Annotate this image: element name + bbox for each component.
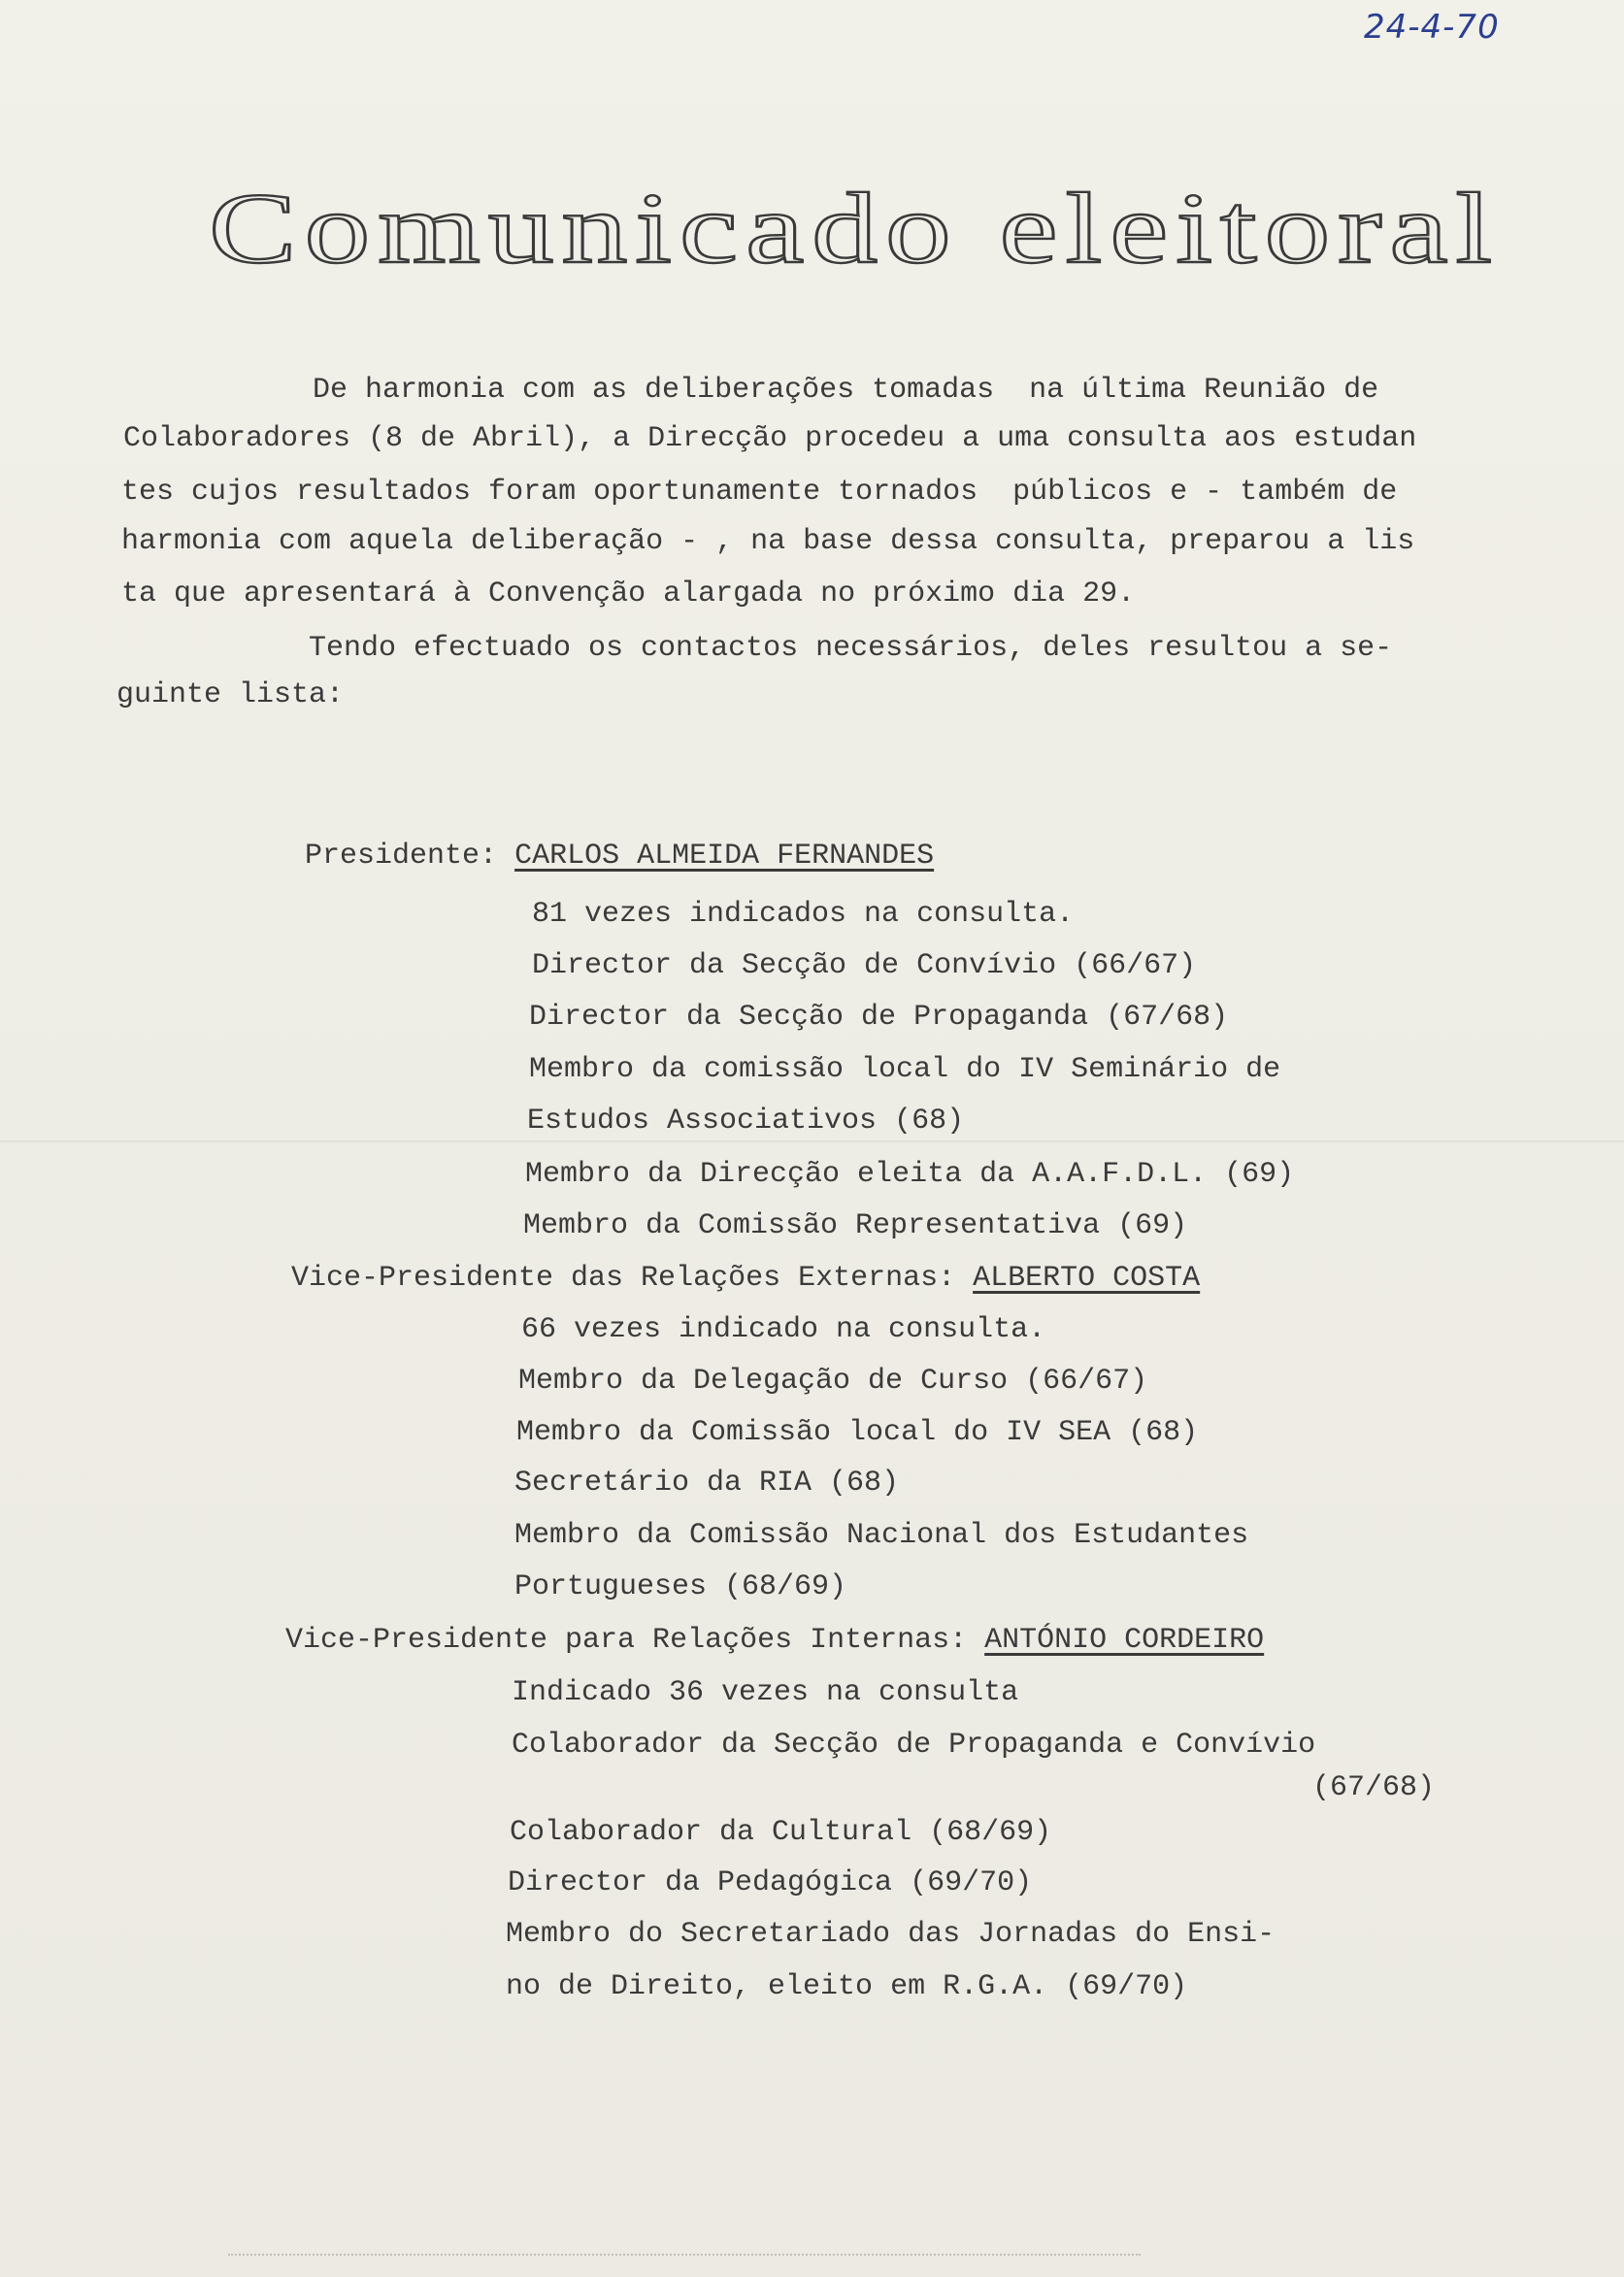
candidate-detail: Secretário da RIA (68): [514, 1467, 900, 1500]
paragraph-line: ta que apresentará à Convenção alargada no próximo dia 29.: [121, 578, 1136, 610]
candidate-detail: Indicado 36 vezes na consulta: [512, 1676, 1019, 1709]
candidate-detail: Colaborador da Secção de Propaganda e Convívio: [512, 1729, 1316, 1762]
paragraph-line: De harmonia com as deliberações tomadas na última Reunião de: [313, 374, 1379, 407]
candidate-name: CARLOS ALMEIDA FERNANDES: [514, 840, 935, 873]
candidate-detail: Estudos Associativos (68): [527, 1105, 965, 1138]
handwritten-date: 24-4-70: [1364, 8, 1500, 47]
candidate-role: Vice-Presidente para Relações Internas: ANTÓNIO CORDEIRO: [285, 1624, 1265, 1657]
paragraph-line: guinte lista:: [116, 678, 345, 711]
title-text: Comunicado eleitoral: [209, 173, 1500, 284]
faded-bottom-text: [228, 2254, 1141, 2260]
candidate-detail: Portugueses (68/69): [514, 1570, 847, 1603]
candidate-detail: Membro da Direcção eleita da A.A.F.D.L. (69): [525, 1158, 1295, 1191]
candidate-role: Vice-Presidente das Relações Externas: ALBERTO COSTA: [291, 1262, 1201, 1295]
candidate-detail: 81 vezes indicados na consulta.: [532, 898, 1075, 931]
candidate-name: ANTÓNIO CORDEIRO: [984, 1624, 1265, 1657]
candidate-detail: Membro da Comissão local do IV SEA (68): [516, 1416, 1199, 1449]
candidate-detail: Membro da comissão local do IV Seminário de: [529, 1053, 1281, 1086]
candidate-detail: (67/68): [1312, 1771, 1436, 1804]
candidate-detail: Colaborador da Cultural (68/69): [510, 1816, 1052, 1849]
candidate-detail: Director da Secção de Convívio (66/67): [532, 949, 1197, 982]
candidate-detail: Director da Pedagógica (69/70): [508, 1866, 1033, 1899]
candidate-detail: Membro da Comissão Nacional dos Estudantes: [514, 1519, 1249, 1552]
candidate-detail: Director da Secção de Propaganda (67/68): [529, 1001, 1229, 1034]
candidate-detail: Membro do Secretariado das Jornadas do Ensi-: [506, 1918, 1276, 1951]
paragraph-line: harmonia com aquela deliberação - , na base dessa consulta, preparou a lis: [121, 525, 1415, 558]
paragraph-line: Colaboradores (8 de Abril), a Direcção procedeu a uma consulta aos estudan: [123, 422, 1417, 455]
candidate-role: Presidente: CARLOS ALMEIDA FERNANDES: [305, 840, 935, 873]
candidate-detail: 66 vezes indicado na consulta.: [521, 1313, 1046, 1346]
candidate-name: ALBERTO COSTA: [973, 1262, 1201, 1295]
paragraph-line: tes cujos resultados foram oportunamente tornados públicos e - também de: [121, 476, 1398, 509]
paragraph-line: Tendo efectuado os contactos necessários, deles resultou a se-: [309, 632, 1393, 665]
candidate-detail: no de Direito, eleito em R.G.A. (69/70): [506, 1970, 1188, 2003]
document-title: [209, 173, 1509, 289]
title-outline-lettering: [209, 173, 1509, 289]
candidate-detail: Membro da Delegação de Curso (66/67): [518, 1365, 1148, 1398]
paper-fold-line: [0, 1140, 1624, 1142]
candidate-detail: Membro da Comissão Representativa (69): [523, 1209, 1188, 1242]
